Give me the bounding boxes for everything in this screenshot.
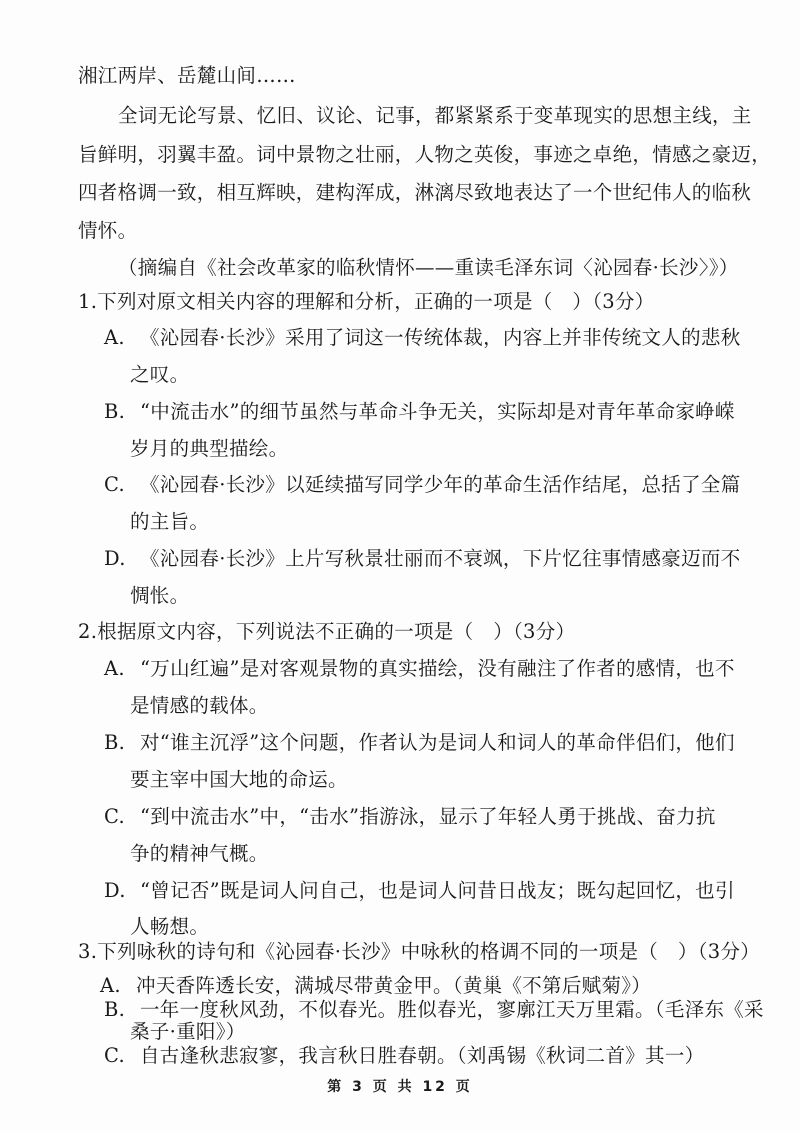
question-2-option-a-label: A. bbox=[104, 657, 125, 680]
question-1-option-b-label: B. bbox=[104, 400, 126, 423]
question-1-option-a-label: A. bbox=[104, 326, 125, 349]
question-1-option-c-label: C. bbox=[104, 473, 126, 496]
passage-line-3: 旨鲜明，羽翼丰盈。词中景物之壮丽，人物之英俊，事迹之卓绝，情感之豪迈， bbox=[78, 143, 772, 166]
question-3-option-b-line-2: 桑子·重阳》） bbox=[130, 1020, 246, 1043]
question-2-option-b-line-1: 对“谁主沉浮”这个问题，作者认为是词人和词人的革命伴侣们，他们 bbox=[140, 731, 735, 754]
question-2-option-d-line-2: 人畅想。 bbox=[130, 915, 210, 938]
question-2-option-d-line-1: “曾记否”既是词人问自己，也是词人问昔日战友；既勾起回忆，也引 bbox=[140, 879, 735, 902]
question-2-stem: 2.根据原文内容，下列说法不正确的一项是（ ）（3分） bbox=[78, 620, 576, 643]
question-2-option-a-line-1: “万山红遍”是对客观景物的真实描绘，没有融注了作者的感情，也不 bbox=[140, 657, 735, 680]
question-2-option-c-line-2: 争的精神气概。 bbox=[130, 842, 269, 865]
passage-line-2: 全词无论写景、忆旧、议论、记事，都紧紧系于变革现实的思想主线，主 bbox=[118, 104, 752, 127]
question-2-option-b-line-2: 要主宰中国大地的命运。 bbox=[130, 768, 348, 791]
question-3-stem: 3.下列咏秋的诗句和《沁园春·长沙》中咏秋的格调不同的一项是（ ）（3分） bbox=[78, 940, 761, 963]
question-3-option-c-label: C. bbox=[104, 1044, 126, 1067]
question-1-stem: 1.下列对原文相关内容的理解和分析，正确的一项是（ ）（3分） bbox=[78, 290, 655, 313]
question-1-option-a-line-1: 《沁园春·长沙》采用了词这一传统体裁，内容上并非传统文人的悲秋 bbox=[140, 326, 741, 349]
question-1-option-d-line-2: 惆怅。 bbox=[130, 584, 190, 607]
passage-line-4: 四者格调一致，相互辉映，建构浑成，淋漓尽致地表达了一个世纪伟人的临秋 bbox=[78, 181, 752, 204]
question-2-option-c-line-1: “到中流击水”中，“击水”指游泳，显示了年轻人勇于挑战、奋力抗 bbox=[140, 805, 716, 828]
passage-source: （摘编自《社会改革家的临秋情怀——重读毛泽东词〈沁园春·长沙〉》） bbox=[118, 256, 739, 279]
passage-line-5: 情怀。 bbox=[78, 219, 138, 242]
question-1-option-a-line-2: 之叹。 bbox=[130, 363, 190, 386]
question-1-option-c-line-1: 《沁园春·长沙》以延续描写同学少年的革命生活作结尾，总括了全篇 bbox=[140, 473, 741, 496]
question-3-option-c-line-1: 自古逢秋悲寂寥，我言秋日胜春朝。（刘禹锡《秋词二首》其一） bbox=[140, 1044, 705, 1067]
question-2-option-d-label: D. bbox=[104, 879, 126, 902]
question-3-option-b-label: B. bbox=[104, 998, 126, 1021]
question-1-option-d-line-1: 《沁园春·长沙》上片写秋景壮丽而不衰飒，下片忆往事情感豪迈而不 bbox=[140, 547, 741, 570]
question-3-option-a-line-1: 冲天香阵透长安，满城尽带黄金甲。（黄巢《不第后赋菊》） bbox=[136, 974, 652, 997]
question-1-option-b-line-2: 岁月的典型描绘。 bbox=[130, 437, 289, 460]
question-2-option-a-line-2: 是情感的载体。 bbox=[130, 694, 269, 717]
question-1-option-d-label: D. bbox=[104, 547, 126, 570]
question-3-option-b-line-1: 一年一度秋风劲，不似春光。胜似春光，寥廓江天万里霜。（毛泽东《采 bbox=[140, 998, 764, 1021]
question-1-option-c-line-2: 的主旨。 bbox=[130, 510, 210, 533]
question-3-option-a-label: A. bbox=[100, 974, 121, 997]
question-1-option-b-line-1: “中流击水”的细节虽然与革命斗争无关，实际却是对青年革命家峥嵘 bbox=[140, 400, 735, 423]
passage-line-1: 湘江两岸、岳麓山间…… bbox=[78, 64, 296, 87]
page-footer: 第 3 页 共 12 页 bbox=[327, 1079, 473, 1095]
question-2-option-c-label: C. bbox=[104, 805, 126, 828]
question-2-option-b-label: B. bbox=[104, 731, 126, 754]
